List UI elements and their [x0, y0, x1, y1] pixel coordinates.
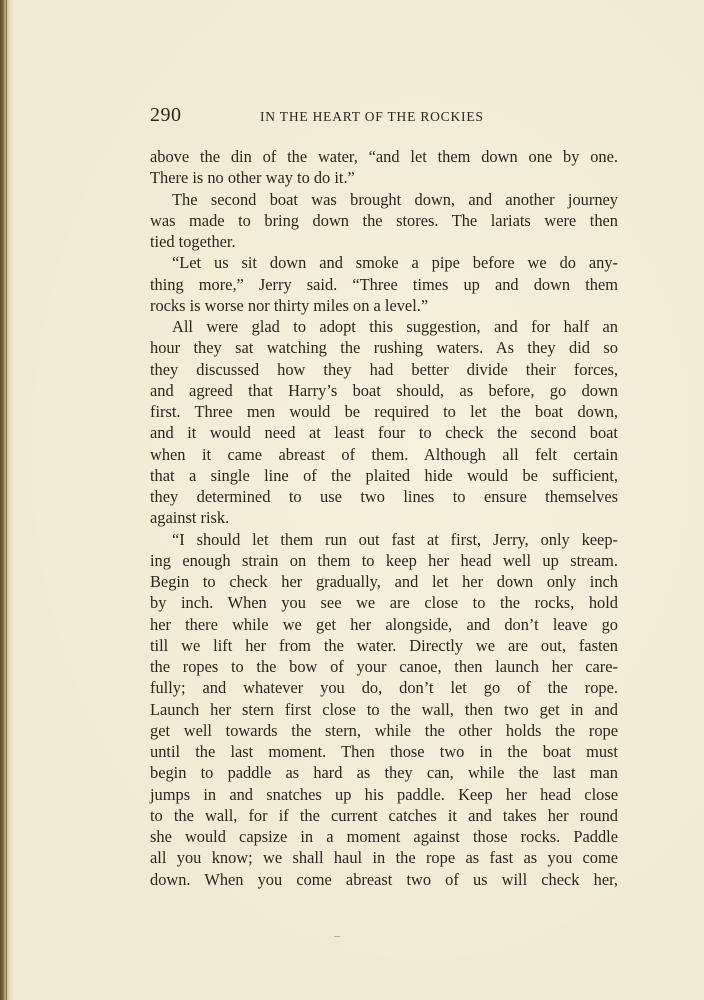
- text-line: fully; and whatever you do, don’t let go of the rope.: [150, 678, 618, 698]
- text-line: and it would need at least four to check the second boat: [150, 423, 618, 443]
- text-line: tied together.: [150, 232, 236, 251]
- text-line: rocks is worse nor thirty miles on a level.”: [150, 295, 429, 315]
- text-line: the ropes to the bow of your canoe, then launch her care-: [150, 657, 618, 676]
- text-line: they determined to use two lines to ensure themselves: [150, 487, 618, 506]
- text-line: above the din of the water, “and let them down one by one.: [150, 147, 618, 166]
- spine-binding-line: [6, 0, 7, 1000]
- text-line: when it came abreast of them. Although all felt certain: [150, 444, 618, 464]
- text-line: down. When you come abreast two of us will check her,: [150, 869, 618, 889]
- text-line: that a single line of the plaited hide would be sufficient,: [150, 465, 618, 485]
- text-line: she would capsize in a moment against those rocks. Paddle: [150, 827, 618, 846]
- text-line: until the last moment. Then those two in the boat must: [150, 742, 618, 761]
- text-line: Launch her stern first close to the wall, then two get in and: [150, 699, 618, 719]
- text-line: The second boat was brought down, and another journey: [172, 189, 618, 209]
- text-line: get well towards the stern, while the other holds the rope: [150, 720, 618, 740]
- text-line: hour they sat watching the rushing waters. As they did so: [150, 338, 618, 358]
- page-blemish: [334, 936, 340, 937]
- running-head: IN THE HEART OF THE ROCKIES: [260, 109, 484, 124]
- text-line: begin to paddle as hard as they can, while the last man: [150, 763, 618, 783]
- text-line: ing enough strain on them to keep her head well up stream.: [150, 550, 618, 570]
- book-spine-edge: [0, 0, 14, 1000]
- text-line: “I should let them run out fast at first, Jerry, only keep-: [172, 529, 618, 549]
- text-line: All were glad to adopt this suggestion, and for half an: [172, 317, 618, 336]
- text-line: against risk.: [150, 508, 230, 528]
- text-line: first. Three men would be required to let the boat down,: [150, 402, 618, 421]
- text-line: all you know; we shall haul in the rope as fast as you come: [150, 848, 618, 868]
- text-line: “Let us sit down and smoke a pipe before we do any-: [172, 253, 618, 273]
- page-number: 290: [150, 104, 182, 126]
- text-line: to the wall, for if the current catches it and takes her round: [150, 805, 618, 825]
- body-text: [150, 146, 618, 890]
- page-header: [150, 104, 618, 132]
- text-line: and agreed that Harry’s boat should, as before, go down: [150, 380, 618, 400]
- text-line: jumps in and snatches up his paddle. Keep her head close: [150, 784, 618, 804]
- text-line: till we lift her from the water. Directly we are out, fasten: [150, 635, 618, 655]
- text-line: There is no other way to do it.”: [150, 168, 355, 188]
- text-line: was made to bring down the stores. The lariats were then: [150, 210, 618, 230]
- text-line: they discussed how they had better divide their forces,: [150, 359, 618, 379]
- text-line: her there while we get her alongside, and don’t leave go: [150, 614, 618, 634]
- text-line: thing more,” Jerry said. “Three times up and down them: [150, 274, 618, 294]
- text-line: by inch. When you see we are close to the rocks, hold: [150, 593, 618, 613]
- text-line: Begin to check her gradually, and let her down only inch: [150, 572, 618, 591]
